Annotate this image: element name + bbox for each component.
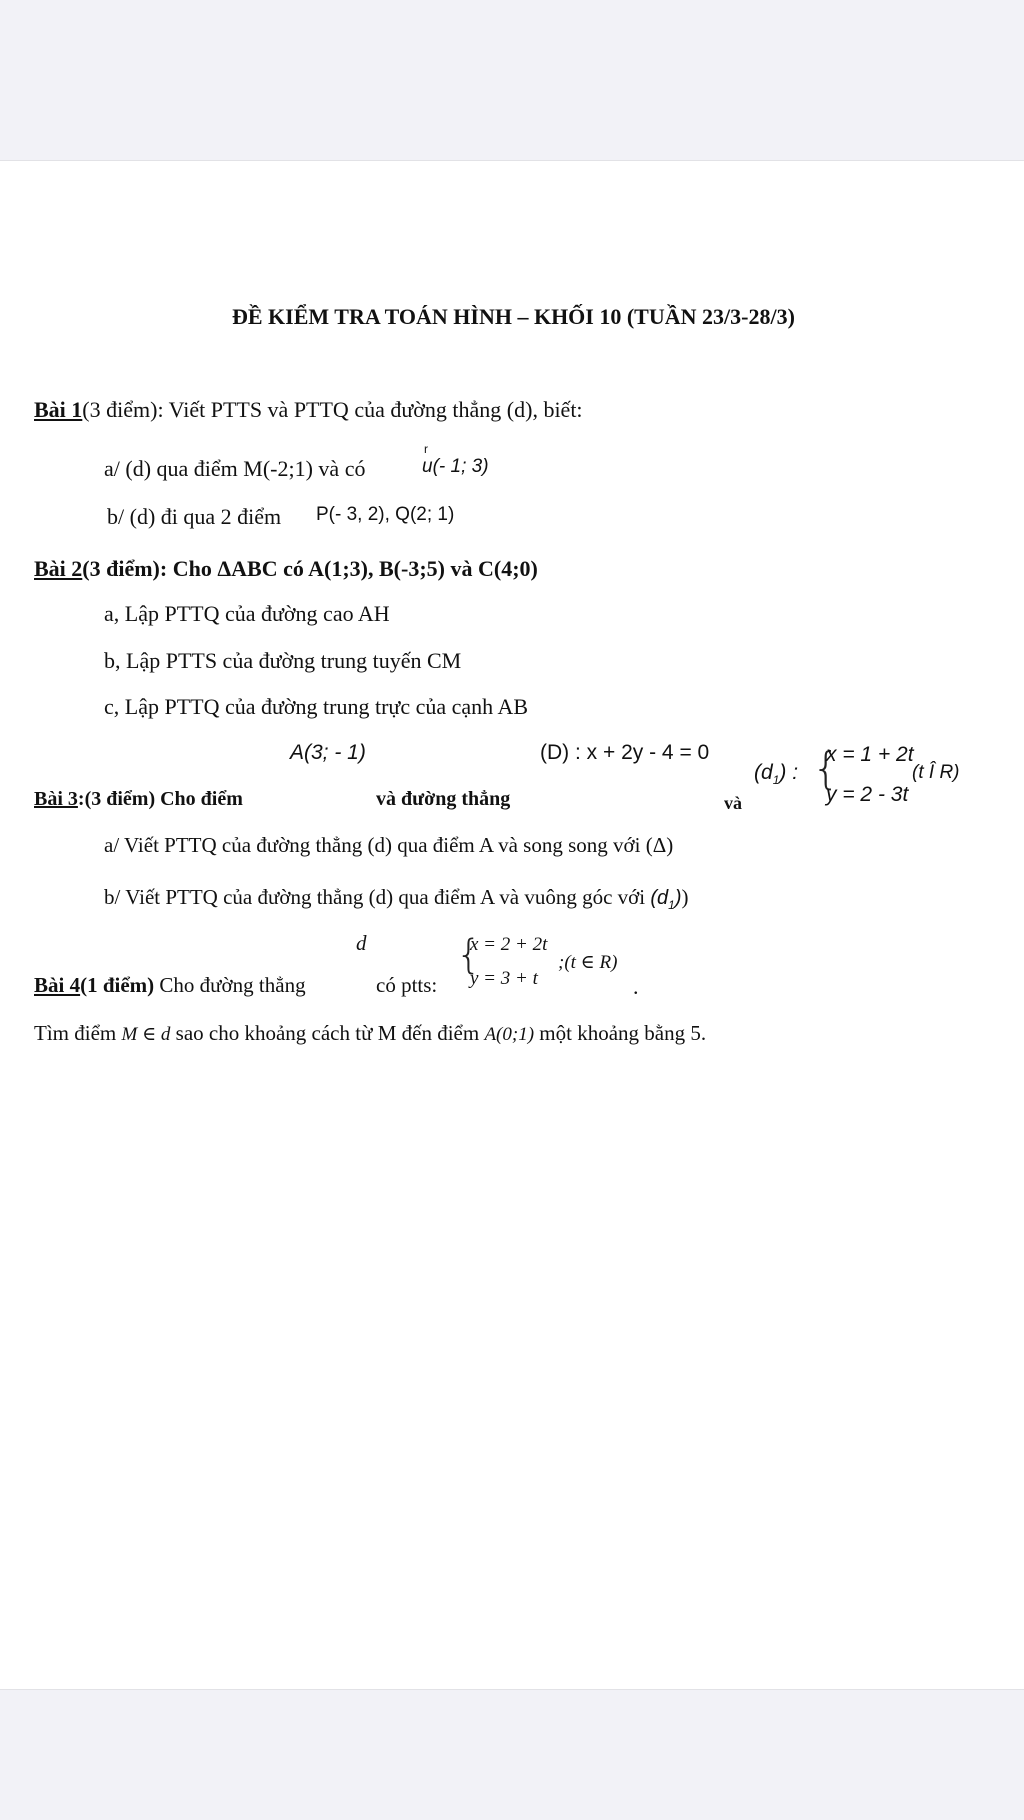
bai3-b-d1-open: (d — [650, 887, 669, 909]
bai1-heading — [34, 397, 583, 423]
bai3-system-brace-icon: { — [812, 743, 840, 794]
bai3-part-a: a/ Viết PTTQ của đường thẳng (d) qua điểm A và song song với (Δ) — [104, 833, 674, 857]
bai3-d1-name — [754, 760, 798, 793]
bai4-find — [34, 1020, 706, 1048]
bai1-b-points: P(- 3, 2), Q(2; 1) — [316, 504, 455, 525]
bai4-param: ;(t ∈ R) — [558, 952, 618, 973]
bai3-va: và — [724, 793, 742, 813]
bai4-label: Bài 4 — [34, 973, 81, 997]
bai1-part-b — [107, 504, 281, 530]
bai4-system-brace-icon: { — [456, 932, 482, 978]
bai1-b-text: b/ (d) đi qua 2 điểm — [107, 504, 282, 529]
bai4-heading-text: Cho đường thẳng — [154, 973, 306, 997]
document-page — [0, 160, 1024, 1690]
bai2-part-c: c, Lập PTTQ của đường trung trực của cạnh AB — [104, 694, 529, 719]
bai3-line-D: (D) : x + 2y - 4 = 0 — [540, 741, 710, 764]
bai1-label: Bài 1 — [34, 397, 83, 422]
bai4-co-ptts: có ptts: — [376, 973, 438, 997]
bai4-dot: . — [633, 974, 639, 999]
bai2-heading — [34, 556, 538, 582]
bai4-find-math: M ∈ d — [121, 1024, 171, 1045]
bai3-d1-subscript: 1 — [772, 773, 780, 788]
bai3-and-line: và đường thẳng — [376, 788, 511, 810]
bai4-heading — [34, 972, 306, 998]
bai4-find-text: Tìm điểm — [34, 1021, 117, 1045]
bai4-x-eq: x = 2 + 2t — [470, 934, 548, 955]
bai4-d-symbol: d — [356, 931, 367, 955]
bai1-a-text: a/ (d) qua điểm M(-2;1) và có — [104, 456, 366, 481]
document-title: ĐỀ KIỂM TRA TOÁN HÌNH – KHỐI 10 (TUẦN 23/3-28/3) — [232, 304, 795, 329]
bai1-a-vector-mark: r — [424, 442, 428, 456]
bai3-b-d1 — [650, 887, 682, 912]
bai3-d1-y: y = 2 - 3t — [826, 783, 909, 806]
bai4-find-mid: sao cho khoảng cách từ M đến điểm — [175, 1021, 480, 1045]
bai4-y-eq: y = 3 + t — [470, 968, 538, 989]
bai3-point-A: A(3; - 1) — [290, 741, 366, 764]
bai4-find-end: một khoảng bằng 5. — [539, 1021, 707, 1045]
bai2-part-b: b, Lập PTTS của đường trung tuyến CM — [104, 648, 462, 673]
bai4-find-point: A(0;1) — [484, 1024, 535, 1045]
bai3-b-d1-subscript: 1 — [668, 898, 675, 912]
bai3-d1-x: x = 1 + 2t — [826, 743, 914, 766]
bai3-b-text: b/ Viết PTTQ của đường thẳng (d) qua điểm A và vuông góc với — [104, 885, 646, 909]
bai1-a-vector: u(- 1; 3) — [422, 456, 489, 477]
bai1-heading-text: (3 điểm): Viết PTTS và PTTQ của đường thẳng (d), biết: — [82, 397, 583, 422]
bai3-d1-open: (d — [754, 761, 773, 784]
bai3-heading — [34, 786, 243, 812]
bai3-b-end: ) — [681, 885, 689, 909]
bai3-d1-param: (t Î R) — [912, 762, 960, 783]
bai2-heading-text: (3 điểm): Cho ΔABC có A(1;3), B(-3;5) và C(4;0) — [82, 556, 538, 581]
bai3-part-b — [104, 884, 689, 918]
bai4-heading-bold: (1 điểm) — [80, 973, 155, 997]
bai1-part-a — [104, 456, 365, 482]
bai3-label: Bài 3 — [34, 788, 78, 810]
bai3-heading-text: :(3 điểm) Cho điểm — [77, 788, 243, 810]
bai3-b-d1-close: ) — [674, 887, 682, 909]
bai2-part-a: a, Lập PTTQ của đường cao AH — [104, 601, 390, 626]
bai3-d1-close: ) : — [779, 761, 799, 784]
bai2-label: Bài 2 — [34, 556, 83, 581]
